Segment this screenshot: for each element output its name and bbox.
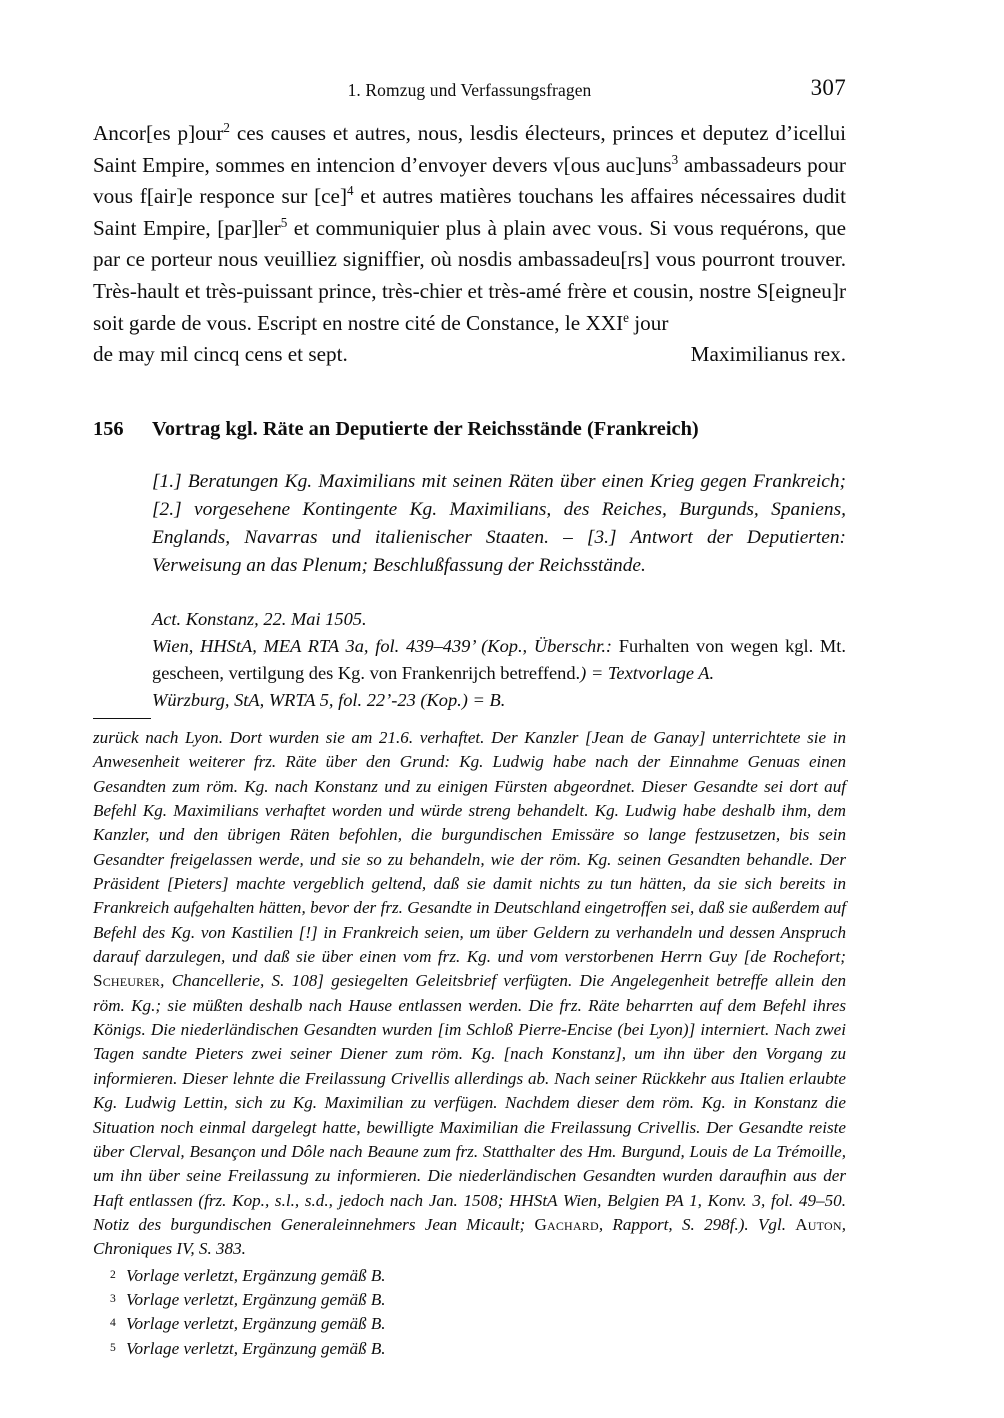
footnote-continued-part-1: zurück nach Lyon. Dort wurden sie am 21.6. verhaftet. Der Kanzler [Jean de Ganay] unterrichtete sie in Anwesenheit weiterer frz. Räte über den Grund: Kg. Ludwig habe nach der Einnahme Genuas einen Gesandten zum röm. Kg. nach Konstanz und zu einigen Fürsten abgeordnet. Dieser Gesandte sei dort auf Befehl Kg. Maximilians verhaftet worden und würde streng behandelt. Kg. Ludwig habe deshalb ihm, dem Kanzler, und den übrigen Räten befohlen, die burgundischen Emissäre so lange festzusetzen, bis sein Gesandter freigelassen werde, und sie so zu behandeln, wie der röm. Kg. seinen Gesandten behandle. Der Präsident [Pieters] machte vergeblich geltend, daß sie damit nichts zu tun hätten, da sie sich bereits in Frankreich aufgehalten hätten, bevor der frz. Gesandte in Deutschland eingetroffen sei, daß sie außerdem auf Befehl des Kg. von Kastilien [!] in Frankreich seien, um über Geldern zu verhandeln und dessen Anspruch darauf darzulegen, und daß sie über einen vom frz. Kg. und vom verstorbenen Herrn Guy [de Rochefort; [93,728,846,967]
footnote-number: 4 [110,1316,116,1330]
entry-title: Vortrag kgl. Räte an Deputierte der Reichsstände (Frankreich) [152,417,699,440]
text-column [93,118,846,715]
body-last-line [93,339,846,371]
source-manuscript-b: Würzburg, StA, WRTA 5, fol. 22’-23 (Kop.) = B. [152,690,506,711]
footnote-entry [93,1288,846,1312]
body-segment-3: ambassadeurs pour vous f[air]e responce sur [ce] [93,152,846,209]
footnote-text: Vorlage verletzt, Ergänzung gemäß B. [126,1338,386,1358]
source-a-close-paren: ) = [580,663,608,684]
footnote-continued-part-4: , Chroniques IV, S. 383. [93,1214,847,1259]
running-head-title: 1. Romzug und Verfassungsfragen [347,80,592,100]
body-segment-6: jour [628,310,669,335]
entry-source-apparatus [152,606,846,715]
source-a-shelfmark: Wien, HHStA, MEA RTA 3a, fol. 439–439’ (Kop., Überschr.: [152,635,613,656]
running-head [93,75,846,106]
source-a-incipit: Furhalten von wegen kgl. Mt. gescheen, vertilgung des Kg. von Frankenrijch betreffend. [152,635,846,684]
citation-author-scheurer: Scheurer [93,971,161,991]
body-last-line-text: de may mil cincq cens et sept. [93,342,348,367]
body-segment-2: ces causes et autres, nous, lesdis électeurs, princes et deputez d’icellui Saint Empire, sommes en intencion d’envoyer devers v[ous auc]uns [93,121,846,177]
citation-author-gachard: Gachard [534,1214,599,1234]
footnote-continued [93,726,846,1262]
footnote-text: Vorlage verletzt, Ergänzung gemäß B. [126,1289,386,1309]
ordinal-suffix: e [623,309,629,325]
body-segment-1: Ancor[es p]our [93,121,224,145]
footnote-continued-part-3: , Rapport, S. 298f.). Vgl. [598,1214,796,1234]
source-a-designation: Textvorlage A. [607,663,715,684]
source-manuscript-a [152,633,846,688]
footnote-number: 3 [110,1291,116,1305]
footnote-separator-rule [93,718,151,719]
footnote-marker-5[interactable]: 5 [280,214,288,230]
footnote-marker-2[interactable]: 2 [223,119,230,135]
footnote-marker-4[interactable]: 4 [347,183,354,199]
body-segment-5: et communiquier plus à plain avec vous. Si vous requérons, que par ce porteur nous veuilliez signiffier, où nosdis ambassadeu[rs] vous pourront trouver. Très-hault et très-puissant prince, très-chier et très-amé frère et cousin, nostre S[eigneu]r soit garde de vous. Escript en nostre cité de Constance, le XXI [93,215,846,335]
footnote-entry [93,1264,846,1288]
footnote-entry [93,1312,846,1336]
footnote-text: Vorlage verletzt, Ergänzung gemäß B. [126,1265,386,1285]
entry-regest: [1.] Beratungen Kg. Maximilians mit seinen Räten über einen Krieg gegen Frankreich; [2.] vorgesehene Kontingente Kg. Maximilians, des Reiches, Burgunds, Spaniens, Englands, Navarras und italienischer Staaten. – [3.] Antwort der Deputierten: Verweisung an das Plenum; Beschlußfassung der Reichsstände. [152,470,846,577]
signature-line: Maximilianus rex. [690,342,846,367]
footnote-list [93,1264,846,1361]
body-paragraph [93,118,846,339]
entry-number: 156 [93,417,124,440]
source-act-line: Act. Konstanz, 22. Mai 1505. [152,608,367,629]
footnote-continued-part-2: , Chancellerie, S. 108] gesiegelten Geleitsbrief verfügten. Die Angelegenheit betreffe allein den röm. Kg.; sie müßten deshalb nach Hause entlassen werden. Die frz. Räte beharrten auf dem Befehl ihres Königs. Die niederländischen Gesandten wurden [im Schloß Pierre-Encise (bei Lyon)] interniert. Nach zwei Tagen sandte Pieters zwei seiner Diener zum röm. Kg. [nach Konstanz], um ihn über den Vorgang zu informieren. Dieser lehnte die Freilassung Crivellis allerdings ab. Nach seiner Rückkehr aus Italien erlaubte Kg. Ludwig Lettin, sich zu Kg. Maximilian zu verfügen. Nachdem dieser dem röm. Kg. in Konstanz die Situation noch einmal dargelegt hatte, bewilligte Maximilian die Freilassung Crivellis. Der Gesandte reiste über Clerval, Besançon und Dôle nach Beaune zum frz. Statthalter des Hm. Burgund, Louis de La Trémoille, um ihn über seine Freilassung zu informieren. Die niederländischen Gesandten wurden daraufhin aus der Haft entlassen (frz. Kop., s.l., s.d., jedoch nach Jan. 1508; HHStA Wien, Belgien PA 1, Konv. 3, fol. 49–50. Notiz des burgundischen Generaleinnehmers Jean Micault; [93,971,846,1234]
citation-author-auton: Auton [795,1214,842,1234]
entry-heading [93,416,846,443]
footnote-text: Vorlage verletzt, Ergänzung gemäß B. [126,1314,386,1334]
footnote-number: 5 [110,1340,116,1354]
body-segment-4: et autres matières touchans les affaires nécessaires dudit Saint Empire, [par]ler [93,184,846,240]
footnote-entry [93,1337,846,1361]
footnote-area [93,718,846,1361]
page-number: 307 [810,75,846,100]
footnote-number: 2 [110,1267,116,1281]
footnote-marker-3[interactable]: 3 [671,151,679,167]
